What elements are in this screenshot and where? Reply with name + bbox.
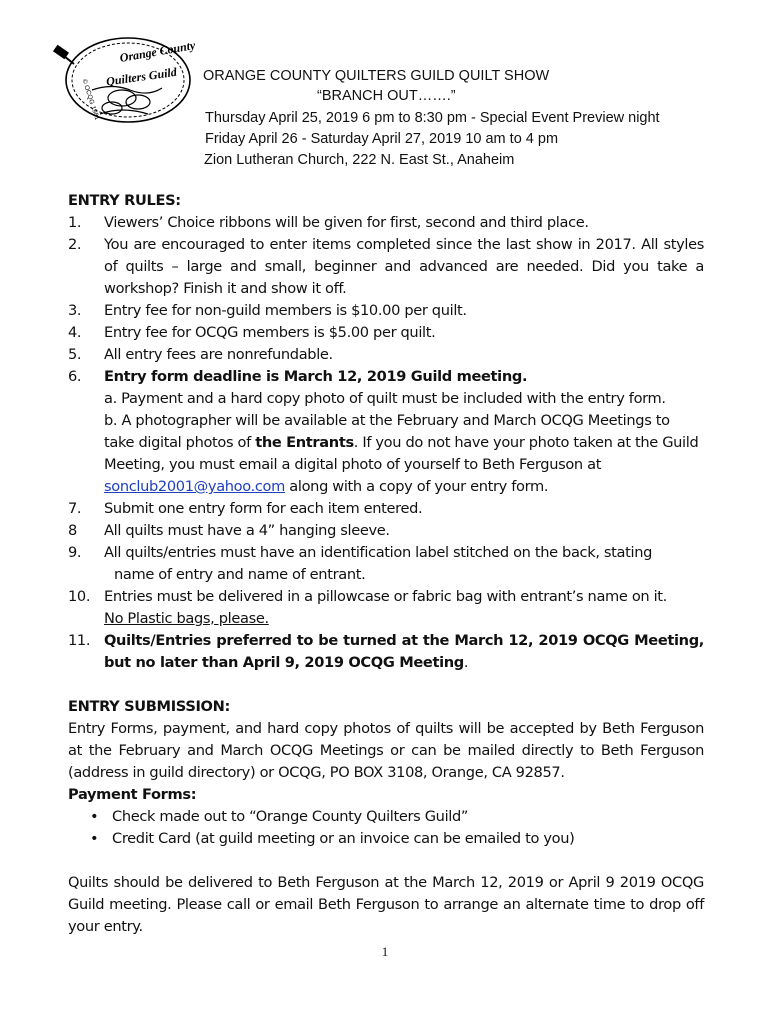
photographer-note: b. A photographer will be available at the February and March OCQG Meetings to take digital photos of the Entrants. If you do not have your photo taken at the Guild Meeting, you must email a digital photo of yourself to Beth Ferguson at sonclub2001@yahoo.com along with a copy of your entry form. xyxy=(104,412,699,495)
delivery-text: Quilts should be delivered to Beth Ferguson at the March 12, 2019 or April 9 2019 OCQG Guild meeting. Please call or email Beth Ferguson to arrange an alternate time to drop off your entry. xyxy=(68,874,704,935)
rule-item: 11. Quilts/Entries preferred to be turned at the March 12, 2019 OCQG Meeting, but no later than April 9, 2019 OCQG Meeting. xyxy=(68,632,704,671)
show-title: ORANGE COUNTY QUILTERS GUILD QUILT SHOW xyxy=(203,68,550,84)
rule-item: 2. You are encouraged to enter items completed since the last show in 2017. All styles of quilts – large and small, beginner and advanced are needed. Did you take a workshop? Finish it and show it off. xyxy=(68,236,704,297)
payment-forms-heading: Payment Forms: xyxy=(68,786,197,803)
list-item: • Check made out to “Orange County Quilters Guild” xyxy=(88,806,704,828)
rule-item: 6. Entry form deadline is March 12, 2019 Guild meeting. a. Payment and a hard copy photo of quilt must be included with the entry form. b. A photographer will be available at the February and March OCQG Meetings to take digital photos of the Entrants. If you do not have your photo taken at the Guild Meeting, you must email a digital photo of yourself to Beth Ferguson at sonclub2001@yahoo.com along with a copy of your entry form. xyxy=(68,366,704,498)
bullet-icon: • xyxy=(90,808,99,825)
preview-night-info: Thursday April 25, 2019 6 pm to 8:30 pm - Special Event Preview night xyxy=(205,110,660,126)
svg-text:© OCQG 1981: © OCQG 1981 xyxy=(80,78,101,121)
venue-address: Zion Lutheran Church, 222 N. East St., Anaheim xyxy=(204,152,515,168)
rule-item: 9. All quilts/entries must have an identification label stitched on the back, stating name of entry and name of entrant. xyxy=(68,544,653,583)
payment-requirement: a. Payment and a hard copy photo of quilt must be included with the entry form. xyxy=(104,390,666,407)
rule-item: 8 All quilts must have a 4” hanging sleeve. xyxy=(68,522,390,539)
show-dates: Friday April 26 - Saturday April 27, 2019 10 am to 4 pm xyxy=(205,131,559,147)
show-theme: “BRANCH OUT…….” xyxy=(317,88,456,104)
rule-item: 7. Submit one entry form for each item entered. xyxy=(68,500,423,517)
rule-item: 1. Viewers’ Choice ribbons will be given for first, second and third place. xyxy=(68,214,589,231)
page-number: 1 xyxy=(381,944,389,959)
entry-rules-heading: ENTRY RULES: xyxy=(68,192,181,209)
submission-text: Entry Forms, payment, and hard copy photos of quilts will be accepted by Beth Ferguson at the February and March OCQG Meetings or can be mailed directly to Beth Ferguson (address in guild directory) or OCQG, PO BOX 3108, Orange, CA 92857. xyxy=(68,720,704,781)
list-item: • Credit Card (at guild meeting or an invoice can be emailed to you) xyxy=(88,828,704,850)
entry-rules-list xyxy=(68,212,704,674)
payment-forms-list xyxy=(68,806,704,850)
email-link[interactable]: sonclub2001@yahoo.com xyxy=(104,478,285,495)
quilting-hoop-icon xyxy=(52,28,198,128)
guild-logo xyxy=(52,28,198,128)
rule-item: 3. Entry fee for non-guild members is $10.00 per quilt. xyxy=(68,302,467,319)
deadline-text: Entry form deadline is March 12, 2019 Guild meeting. xyxy=(104,368,528,385)
entry-submission-heading: ENTRY SUBMISSION: xyxy=(68,698,230,715)
rule-item: 5. All entry fees are nonrefundable. xyxy=(68,346,333,363)
rule-item: 4. Entry fee for OCQG members is $5.00 per quilt. xyxy=(68,324,436,341)
document-body xyxy=(68,190,704,938)
rule-item: 10. Entries must be delivered in a pillowcase or fabric bag with entrant’s name on it. No Plastic bags, please. xyxy=(68,588,667,627)
bullet-icon: • xyxy=(90,830,99,847)
svg-text:Quilters Guild: Quilters Guild xyxy=(105,64,178,89)
svg-text:Orange County: Orange County xyxy=(118,37,197,66)
